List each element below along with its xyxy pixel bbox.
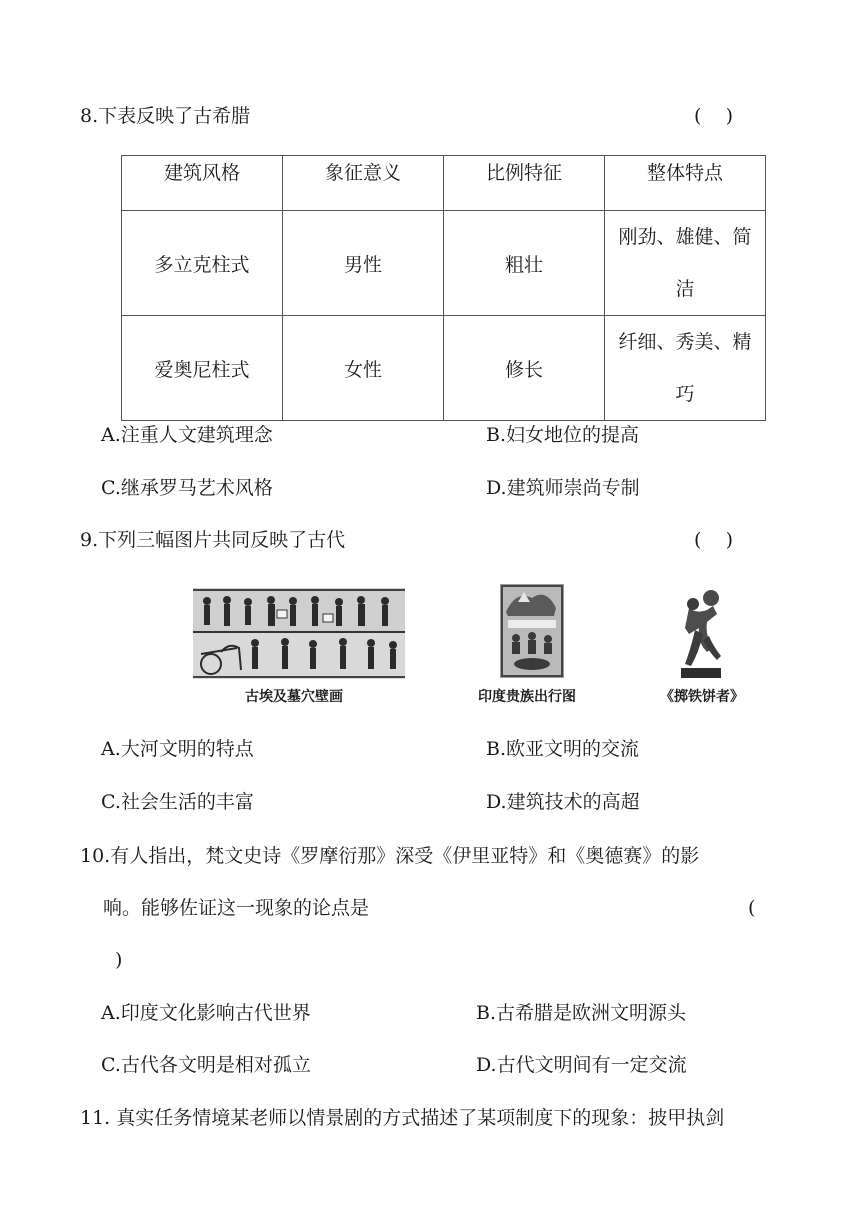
india-procession-caption: 印度贵族出行图 xyxy=(478,689,576,705)
q9-option-d[interactable]: D.建筑技术的高超 xyxy=(486,791,640,813)
table-header-cell: 建筑风格 xyxy=(122,156,283,211)
egypt-mural-caption: 古埃及墓穴壁画 xyxy=(245,689,343,705)
egypt-mural-image xyxy=(193,588,405,679)
table-cell: 粗壮 xyxy=(444,211,605,316)
q10-stem-line2: 响。能够佐证这一现象的论点是 xyxy=(103,897,370,919)
q8-option-a[interactable]: A.注重人文建筑理念 xyxy=(101,424,273,446)
q10-option-b[interactable]: B.古希腊是欧洲文明源头 xyxy=(476,1002,687,1024)
discobolus-caption: 《掷铁饼者》 xyxy=(660,689,744,705)
q10-option-d[interactable]: D.古代文明间有一定交流 xyxy=(476,1054,687,1076)
table-cell: 爱奥尼柱式 xyxy=(122,316,283,421)
q8-option-d[interactable]: D.建筑师崇尚专制 xyxy=(486,477,640,499)
table-row xyxy=(122,316,766,421)
q8-architecture-table xyxy=(121,155,766,421)
india-procession-image xyxy=(500,584,564,678)
q9-answer-paren: ( ) xyxy=(694,529,733,551)
q8-option-c[interactable]: C.继承罗马艺术风格 xyxy=(101,477,273,499)
q8-option-b[interactable]: B.妇女地位的提高 xyxy=(486,424,640,446)
q9-stem: 9.下列三幅图片共同反映了古代 xyxy=(80,529,346,551)
q10-stem-line1: 10.有人指出，梵文史诗《罗摩衍那》深受《伊里亚特》和《奥德赛》的影 xyxy=(80,845,700,867)
q11-stem-line1: 11. 真实任务情境某老师以情景剧的方式描述了某项制度下的现象：披甲执剑 xyxy=(80,1107,725,1129)
q10-option-c[interactable]: C.古代各文明是相对孤立 xyxy=(101,1054,311,1076)
table-cell: 女性 xyxy=(283,316,444,421)
table-header-cell: 整体特点 xyxy=(605,156,766,211)
table-cell: 男性 xyxy=(283,211,444,316)
table-header-cell: 象征意义 xyxy=(283,156,444,211)
table-header-cell: 比例特征 xyxy=(444,156,605,211)
table-cell: 修长 xyxy=(444,316,605,421)
table-cell: 多立克柱式 xyxy=(122,211,283,316)
q10-answer-paren-open: ( xyxy=(748,897,756,919)
q10-answer-paren-close: ) xyxy=(115,949,123,971)
q10-option-a[interactable]: A.印度文化影响古代世界 xyxy=(101,1002,311,1024)
q9-option-c[interactable]: C.社会生活的丰富 xyxy=(101,791,254,813)
q9-option-b[interactable]: B.欧亚文明的交流 xyxy=(486,738,640,760)
table-header-row xyxy=(122,156,766,211)
q9-option-a[interactable]: A.大河文明的特点 xyxy=(101,738,254,760)
table-row xyxy=(122,211,766,316)
q8-stem: 8.下表反映了古希腊 xyxy=(80,105,251,127)
table-cell: 刚劲、雄健、简洁 xyxy=(605,211,766,316)
table-cell: 纤细、秀美、精巧 xyxy=(605,316,766,421)
discobolus-image xyxy=(665,586,729,680)
q8-answer-paren: ( ) xyxy=(694,105,733,127)
